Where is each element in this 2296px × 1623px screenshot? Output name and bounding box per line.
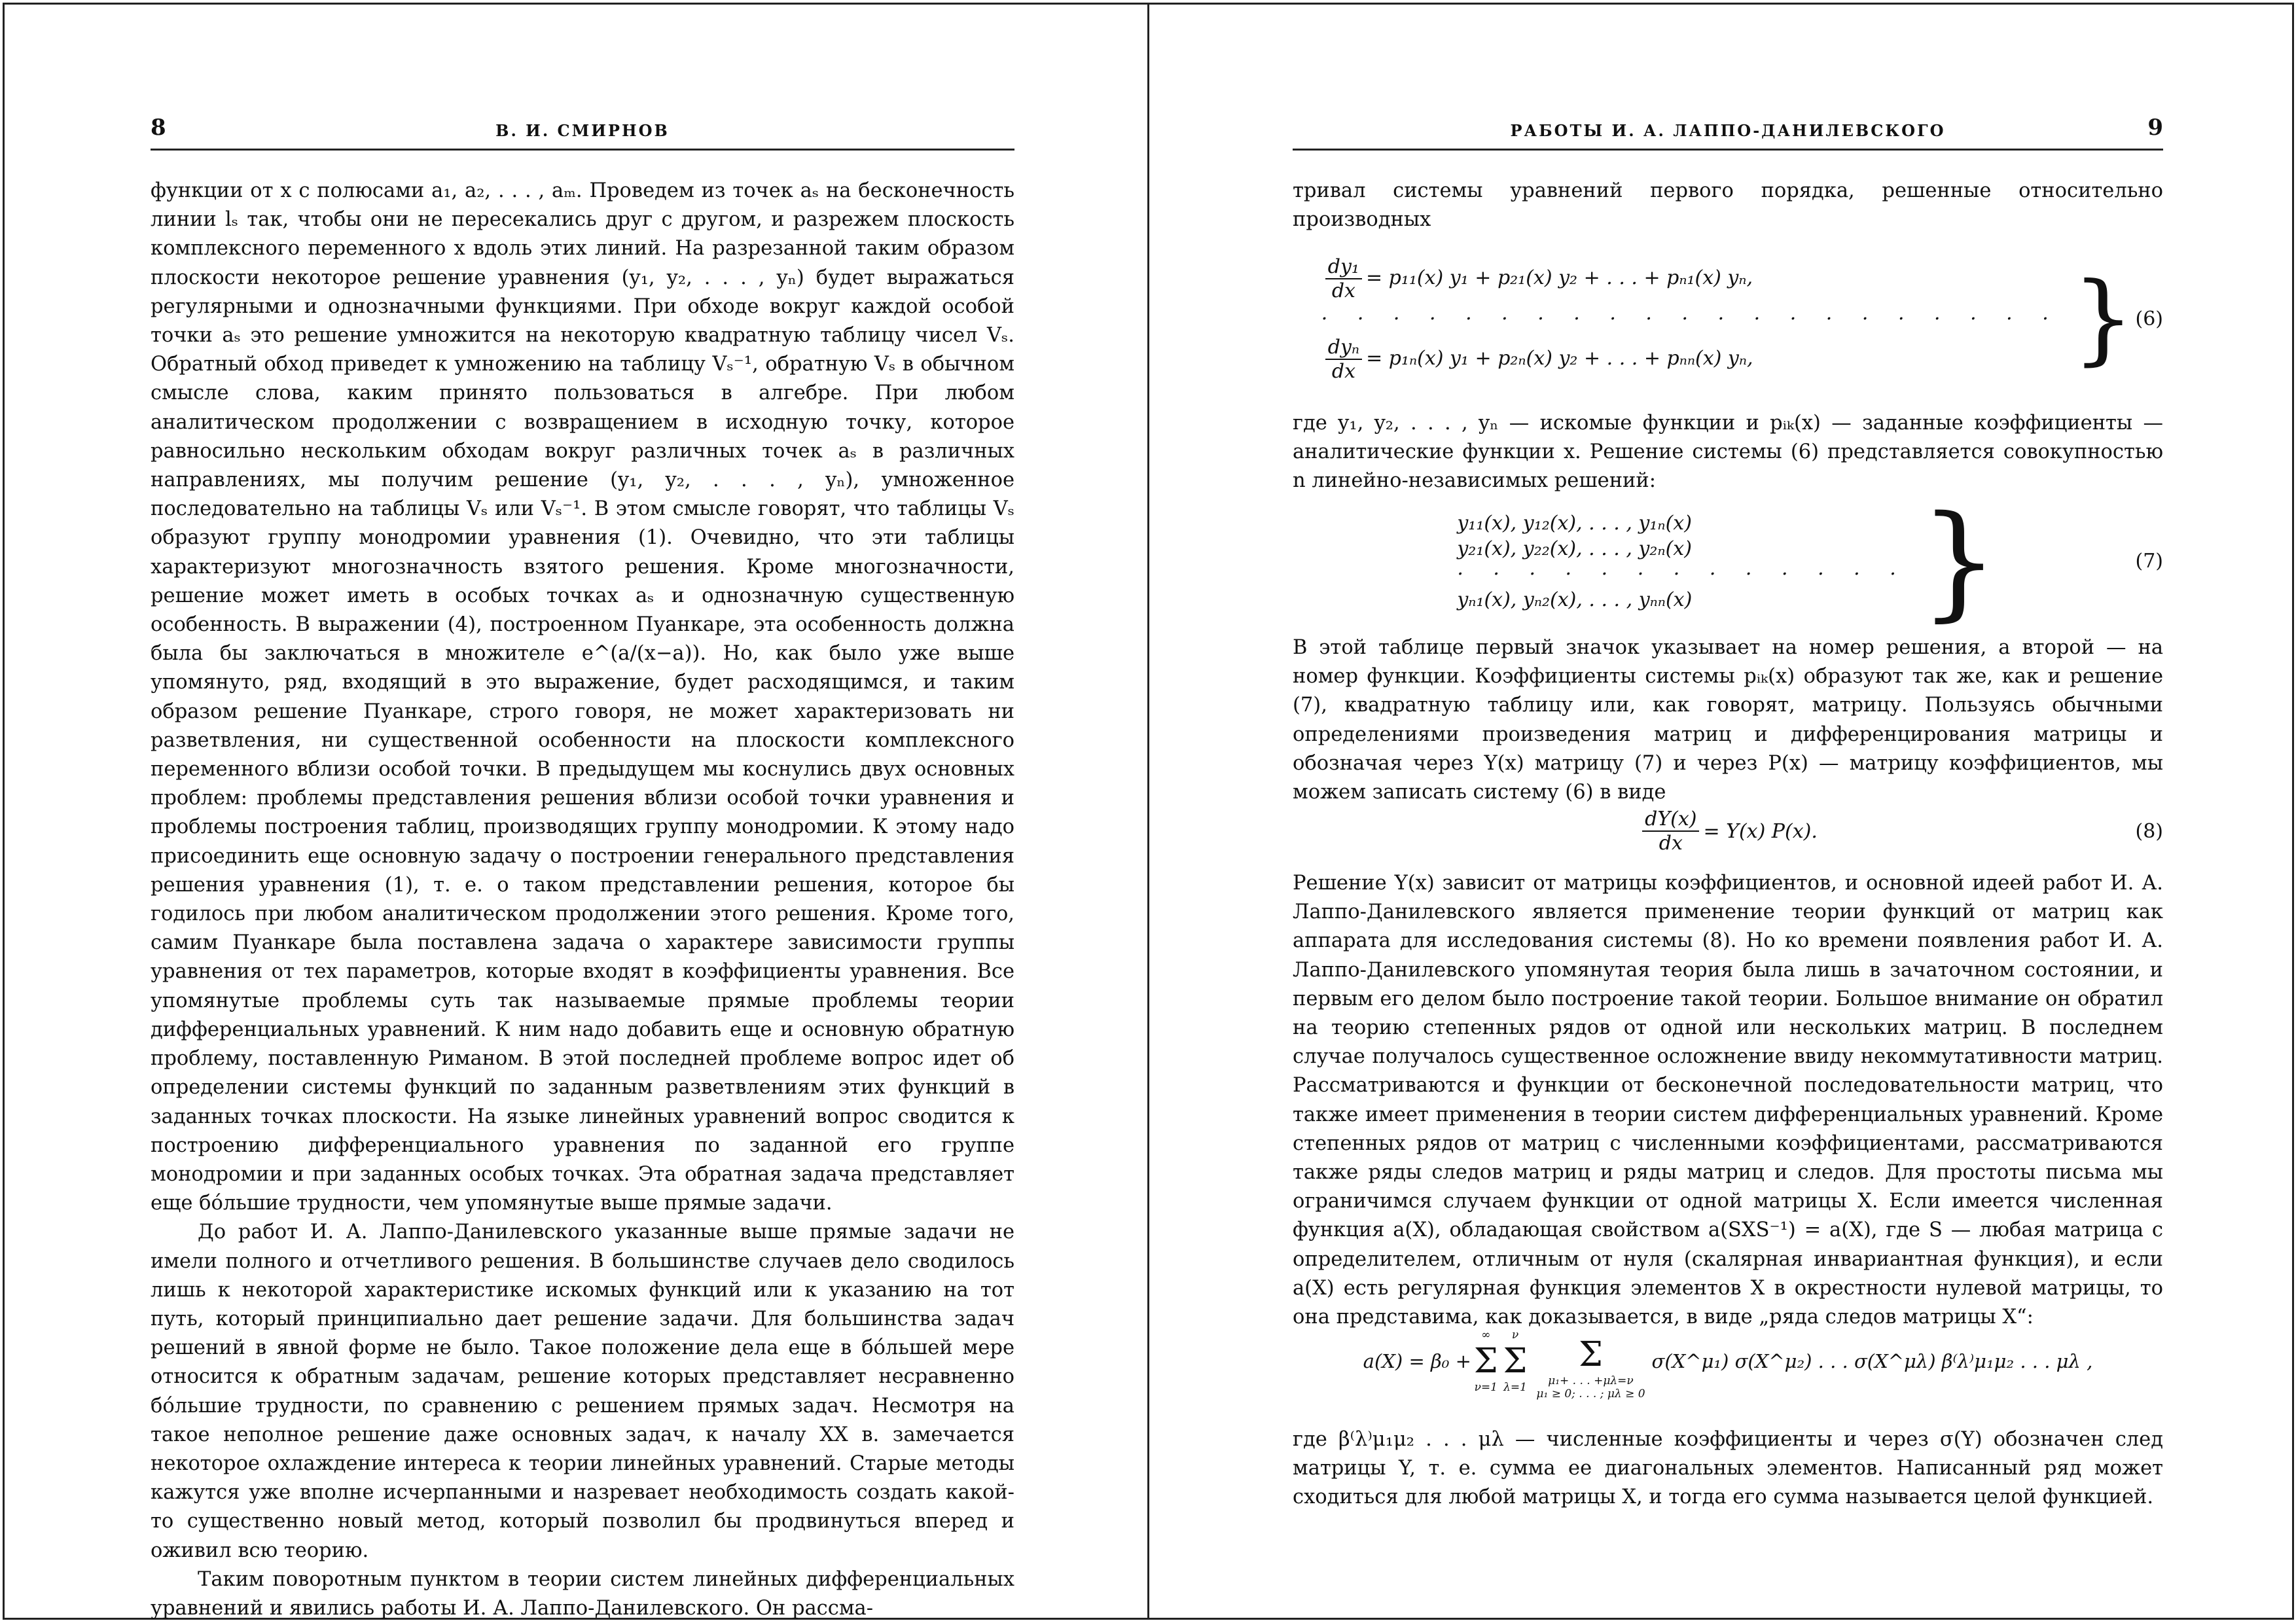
equation-7-label: (7) [2135,550,2163,573]
right-running-head: РАБОТЫ И. А. ЛАППО-ДАНИЛЕВСКОГО [1510,121,1946,140]
left-body [151,177,1014,1623]
equation-6 [1293,237,2163,401]
series-formula [1293,1315,2163,1407]
paragraph-after-eq7: В этой таблице первый значок указывает на номер решения, а второй — на номер функции. Коэффициенты системы pᵢₖ(x) образуют так же, как и решение (7), квадратную таблицу или, как говорят, матрицу. Пользуясь обычными определениями произведения матриц и дифференцирования матрицы и обозначая через Y(x) матрицу (7) и через P(x) — матрицу коэффициентов, мы можем записать систему (6) в виде [1293,636,2163,804]
equation-8-frac [1642,808,1699,855]
left-paragraph-2: До работ И. А. Лаппо-Данилевского указанные выше прямые задачи не имели полного и отчетливого решения. В большинстве случаев дело сводилось лишь к некоторой характеристике искомых функций или к указанию на тот путь, который принципиально дает решение задачи. Для большинства задач решений в явной форме не было. Такое положение дела еще в бо́льшей мере относится к обратным задачам, решение которых представляет несравненно бо́льшие трудности, по сравнению с решением прямых задач. Несмотря на такое неполное решение даже основных задач, к началу XX в. замечается некоторое охлаждение интереса к теории линейных уравнений. Старые методы кажутся уже вполне исчерпанными и назревает необходимость создать какой-то существенно новый метод, который позволил бы продвинуться вперед и оживил всю теорию. [151,1221,1014,1562]
paragraph-final: где β⁽λ⁾μ₁μ₂ . . . μλ — численные коэффициенты и через σ(Y) обозначен след матрицы Y, т. е. сумма ее диагональных элементов. Написанный ряд может сходиться для любой матрицы X, и тогда его сумма называется целой функцией. [1293,1428,2163,1509]
series-rhs: σ(X^μ₁) σ(X^μ₂) . . . σ(X^μλ) β⁽λ⁾μ₁μ₂ . . . μλ , [1651,1350,2093,1372]
left-page [151,0,1014,1622]
sum-nu-bottom: ν=1 [1474,1381,1498,1394]
sum-nu-sigma: Σ [1473,1342,1498,1381]
equation-6-last-rhs: = p₁ₙ(x) y₁ + p₂ₙ(x) y₂ + . . . + pₙₙ(x) yₙ, [1366,346,1753,370]
equation-6-frac-1 [1325,255,1362,302]
sum-lambda-sigma: Σ [1503,1342,1528,1381]
right-header-rule [1293,149,2163,151]
right-para-after-7 [1293,633,2163,807]
left-page-number: 8 [151,115,166,141]
left-page-header [151,115,1014,154]
paragraph-after-eq6: где y₁, y₂, . . . , yₙ — искомые функции и pᵢₖ(x) — заданные коэффициенты — аналитические функции x. Решение системы (6) представляется совокупностью n линейно-независимых решений: [1293,412,2163,493]
equation-7-dots: · · · · · · · · · · · · · [1457,562,1908,586]
right-intro [1293,177,2163,234]
equation-6-system [1321,255,2060,383]
sum-mu [1536,1322,1645,1400]
equation-7-brace: } [1919,488,1999,633]
left-header-rule [151,149,1014,151]
equation-6-first-row [1321,255,2060,302]
sum-lambda [1503,1329,1528,1394]
equation-7-row-3: yₙ₁(x), yₙ₂(x), . . . , yₙₙ(x) [1457,588,1693,611]
frac-1-numerator: dy₁ [1325,255,1362,279]
right-page-number: 9 [2147,115,2163,141]
right-final-paragraph [1293,1425,2163,1512]
equation-7-row-2: y₂₁(x), y₂₂(x), . . . , y₂ₙ(x) [1457,537,1692,560]
left-paragraph-3: Таким поворотным пунктом в теории систем линейных дифференциальных уравнений и явились работы И. А. Лаппо-Данилевского. Он рассма- [151,1567,1014,1620]
equation-6-frac-2 [1325,336,1362,383]
equation-6-label: (6) [2135,307,2163,330]
paragraph-after-eq8: Решение Y(x) зависит от матрицы коэффициентов, и основной идеей работ И. А. Лаппо-Данилевского является применение теории функций от матриц как аппарата для исследования системы (8). Но ко времени появления работ И. А. Лаппо-Данилевского упомянутая теория была лишь в зачаточном состоянии, и первым его делом было построение такой теории. Большое внимание он обратил на теорию степенных рядов от одной или нескольких матриц. В последнем случае получалось существенное осложнение ввиду некоммутативности матриц. Рассматриваются и функции от бесконечной последовательности матриц, что также имеет применения в теории систем дифференциальных уравнений. Кроме степенных рядов от матриц с численными коэффициентами, рассматриваются также ряды следов матриц и ряды матриц и следов. Для простоты письма мы ограничимся случаем функции от одной матрицы X. Если имеется численная функция a(X), обладающая свойством a(SXS⁻¹) = a(X), где S — любая матрица с определителем, отличным от нуля (скалярная инвариантная функция), и если a(X) есть регулярная функция элементов X в окрестности нулевой матрицы, то она представима, как доказывается, в виде „ряда следов матрицы X“: [1293,872,2163,1329]
frac-2-denominator: dx [1331,359,1355,383]
equation-6-brace: } [2072,262,2135,376]
sum-mu-sigma: Σ [1579,1335,1603,1374]
equation-8-numerator: dY(x) [1642,808,1699,832]
right-page [1293,0,2163,1622]
frac-1-denominator: dx [1331,279,1355,302]
equation-8 [1293,802,2163,861]
equation-6-first-rhs: = p₁₁(x) y₁ + p₂₁(x) y₂ + . . . + pₙ₁(x) yₙ, [1365,266,1753,289]
equation-7-table [1457,512,1907,611]
sum-lambda-bottom: λ=1 [1503,1381,1527,1394]
sum-nu [1474,1329,1498,1394]
equation-8-rhs: = Y(x) P(x). [1703,819,1818,843]
series-lhs: a(X) = β₀ + [1363,1350,1471,1372]
equation-8-denominator: dx [1659,832,1683,855]
sum-lambda-top: ν [1511,1329,1519,1342]
sum-mu-bottom-1: μ₁+ . . . +μλ=ν [1548,1374,1634,1387]
right-page-header [1293,115,2163,154]
equation-6-dots: · · · · · · · · · · · · · · · · · · · · · [1321,307,2060,330]
equation-7-row-1: y₁₁(x), y₁₂(x), . . . , y₁ₙ(x) [1457,511,1692,535]
right-intro-text: тривал системы уравнений первого порядка, решенные относительно производных [1293,179,2163,232]
equation-6-last-row [1321,336,2060,383]
left-paragraph-1: функции от x с полюсами a₁, a₂, . . . , aₘ. Проведем из точек aₛ на бесконечность линии lₛ так, чтобы они не пересекались друг с другом, и разрежем плоскость комплексного переменного x вдоль этих линий. На разрезанной таким образом плоскости некоторое решение уравнения (y₁, y₂, . . . , yₙ) будет выражаться регулярными и однозначными функциями. При обходе вокруг каждой особой точки aₛ это решение умножится на некоторую квадратную таблицу чисел Vₛ. Обратный обход приведет к умножению на таблицу Vₛ⁻¹, обратную Vₛ в обычном смысле слова, каким принято пользоваться в алгебре. При любом аналитическом продолжении с возвращением в исходную точку, которое равносильно нескольким обходам вокруг различных точек aₛ в различных направлениях, мы получим решение (y₁, y₂, . . . , yₙ), умноженное последовательно на таблицы Vₛ или Vₛ⁻¹. В этом смысле говорят, что таблицы Vₛ образуют группу монодромии уравнения (1). Очевидно, что эти таблицы характеризуют многозначность взятого решения. Кроме многозначности, решение может иметь в особых точках aₛ и однозначную существенную особенность. В выражении (4), построенном Пуанкаре, эта особенность должна была бы заключаться в множителе e^(a/(x−a)). Но, как было уже выше упомянуто, ряд, входящий в это выражение, будет расходящимся, и таким образом решение Пуанкаре, строго говоря, не может характеризовать ни разветвления, ни существенной особенности на плоскости комплексного переменного вблизи особой точки. В предыдущем мы коснулись двух основных проблем: проблемы представления решения вблизи особой точки уравнения и проблемы построения таблиц, производящих группу монодромии. К этому надо присоединить еще основную задачу о построении генерального представления решения уравнения (1), т. е. о таком представлении решения, которое бы годилось при любом аналитическом продолжении этого решения. Кроме того, самим Пуанкаре была поставлена задача о характере зависимости группы уравнения от тех параметров, которые входят в коэффициенты уравнения. Все упомянутые проблемы суть так называемые прямые проблемы теории дифференциальных уравнений. К ним надо добавить еще и основную обратную проблему, поставленную Риманом. В этой последней проблеме вопрос идет об определении системы функций по заданным разветвлениям этих функций в заданных точках плоскости. На языке линейных уравнений вопрос сводится к построению дифференциального уравнения по заданной его группе монодромии и при заданных особых точках. Эта обратная задача представляет еще бо́льшие трудности, чем упомянутые выше прямые задачи. [151,179,1014,1215]
sum-mu-bottom-2: μ₁ ≥ 0; . . . ; μλ ≥ 0 [1536,1387,1645,1400]
frac-2-numerator: dyₙ [1325,336,1362,360]
sum-nu-top: ∞ [1481,1329,1491,1342]
right-para-after-6 [1293,409,2163,496]
equation-7 [1293,488,2163,633]
left-running-head: В. И. СМИРНОВ [495,121,670,140]
equation-8-label: (8) [2135,819,2163,843]
right-para-after-8 [1293,869,2163,1332]
